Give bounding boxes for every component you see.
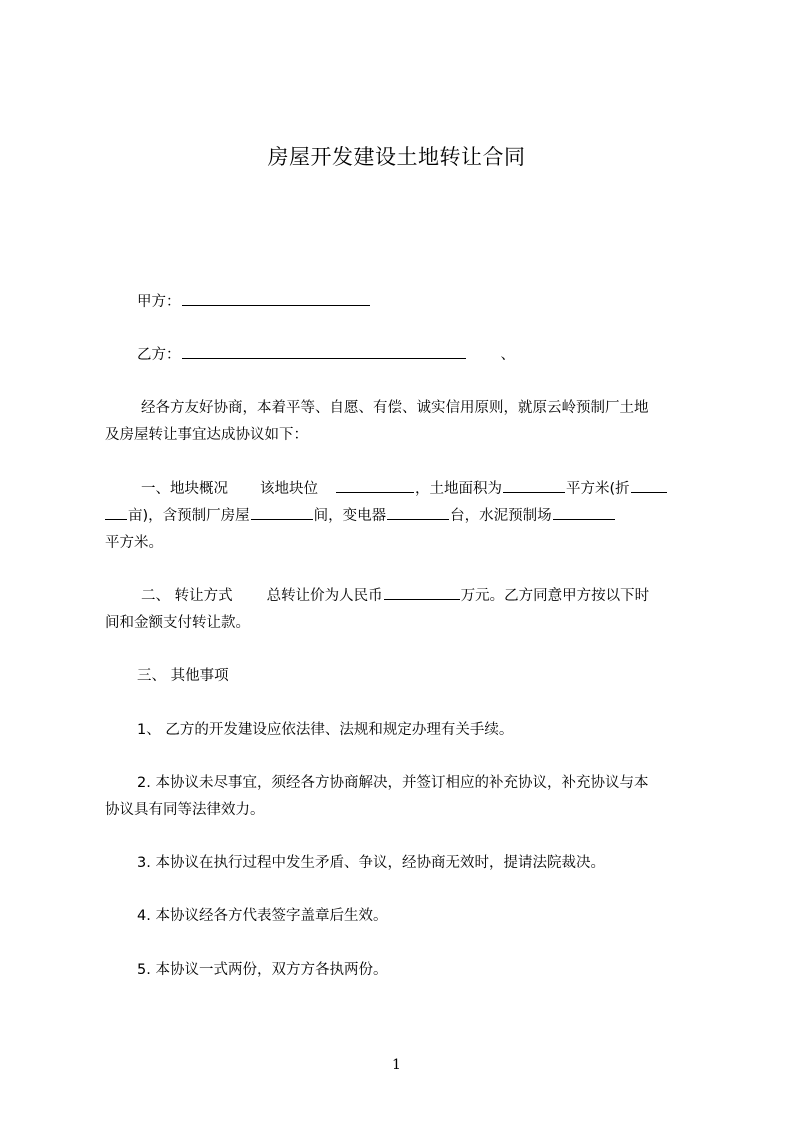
price-blank xyxy=(384,585,460,600)
area-unit: 平方米(折 xyxy=(566,481,630,497)
price-label: 总转让价为人民币 xyxy=(266,588,383,604)
mu-blank-b xyxy=(105,505,127,520)
item-4: 4. 本协议经各方代表签字盖章后生效。 xyxy=(137,908,388,924)
area-label: ，土地面积为 xyxy=(415,481,502,497)
party-a-label: 甲方： xyxy=(137,294,181,310)
transformer-label: 间，变电器 xyxy=(313,508,387,524)
house-label: 亩)，含预制厂房屋 xyxy=(128,508,250,524)
party-b-trail: 、 xyxy=(500,347,515,363)
intro-line-2: 及房屋转让事宜达成协议如下： xyxy=(105,427,308,443)
party-b-blank xyxy=(182,344,466,359)
plant-label: 台，水泥预制场 xyxy=(450,508,552,524)
page-number: 1 xyxy=(392,1057,401,1073)
section-1-line-1 xyxy=(141,478,741,500)
transformer-blank xyxy=(387,505,449,520)
intro-line-1: 经各方友好协商，本着平等、自愿、有偿、诚实信用原则，就原云岭预制厂土地 xyxy=(141,400,649,416)
section-2-line-2: 间和金额支付转让款。 xyxy=(105,615,250,631)
location-label: 该地块位 xyxy=(260,481,318,497)
mu-blank-a xyxy=(631,478,667,493)
section-2-line-1 xyxy=(141,585,741,607)
section-3-heading: 三、 其他事项 xyxy=(137,668,229,684)
section-2-heading: 二、 转让方式 xyxy=(141,588,233,604)
location-blank xyxy=(336,478,414,493)
house-blank xyxy=(251,505,313,520)
price-unit: 万元。乙方同意甲方按以下时 xyxy=(460,588,650,604)
item-3: 3. 本协议在执行过程中发生矛盾、争议，经协商无效时，提请法院裁决。 xyxy=(137,855,605,871)
item-2-line-2: 协议具有同等法律效力。 xyxy=(105,802,265,818)
party-b-line xyxy=(137,344,737,366)
section-1-heading: 一、地块概况 xyxy=(141,481,228,497)
section-1-line-3: 平方米。 xyxy=(105,535,163,551)
plant-blank xyxy=(553,505,615,520)
party-b-label: 乙方： xyxy=(137,347,181,363)
area-blank xyxy=(503,478,565,493)
document-title: 房屋开发建设土地转让合同 xyxy=(267,145,526,169)
item-1: 1、 乙方的开发建设应依法律、法规和规定办理有关手续。 xyxy=(137,722,514,738)
item-2-line-1: 2. 本协议未尽事宜，须经各方协商解决，并签订相应的补充协议，补充协议与本 xyxy=(137,775,649,791)
section-1-line-2 xyxy=(105,505,705,527)
item-5: 5. 本协议一式两份，双方方各执两份。 xyxy=(137,962,388,978)
party-a-line xyxy=(137,291,737,313)
party-a-blank xyxy=(182,291,370,306)
